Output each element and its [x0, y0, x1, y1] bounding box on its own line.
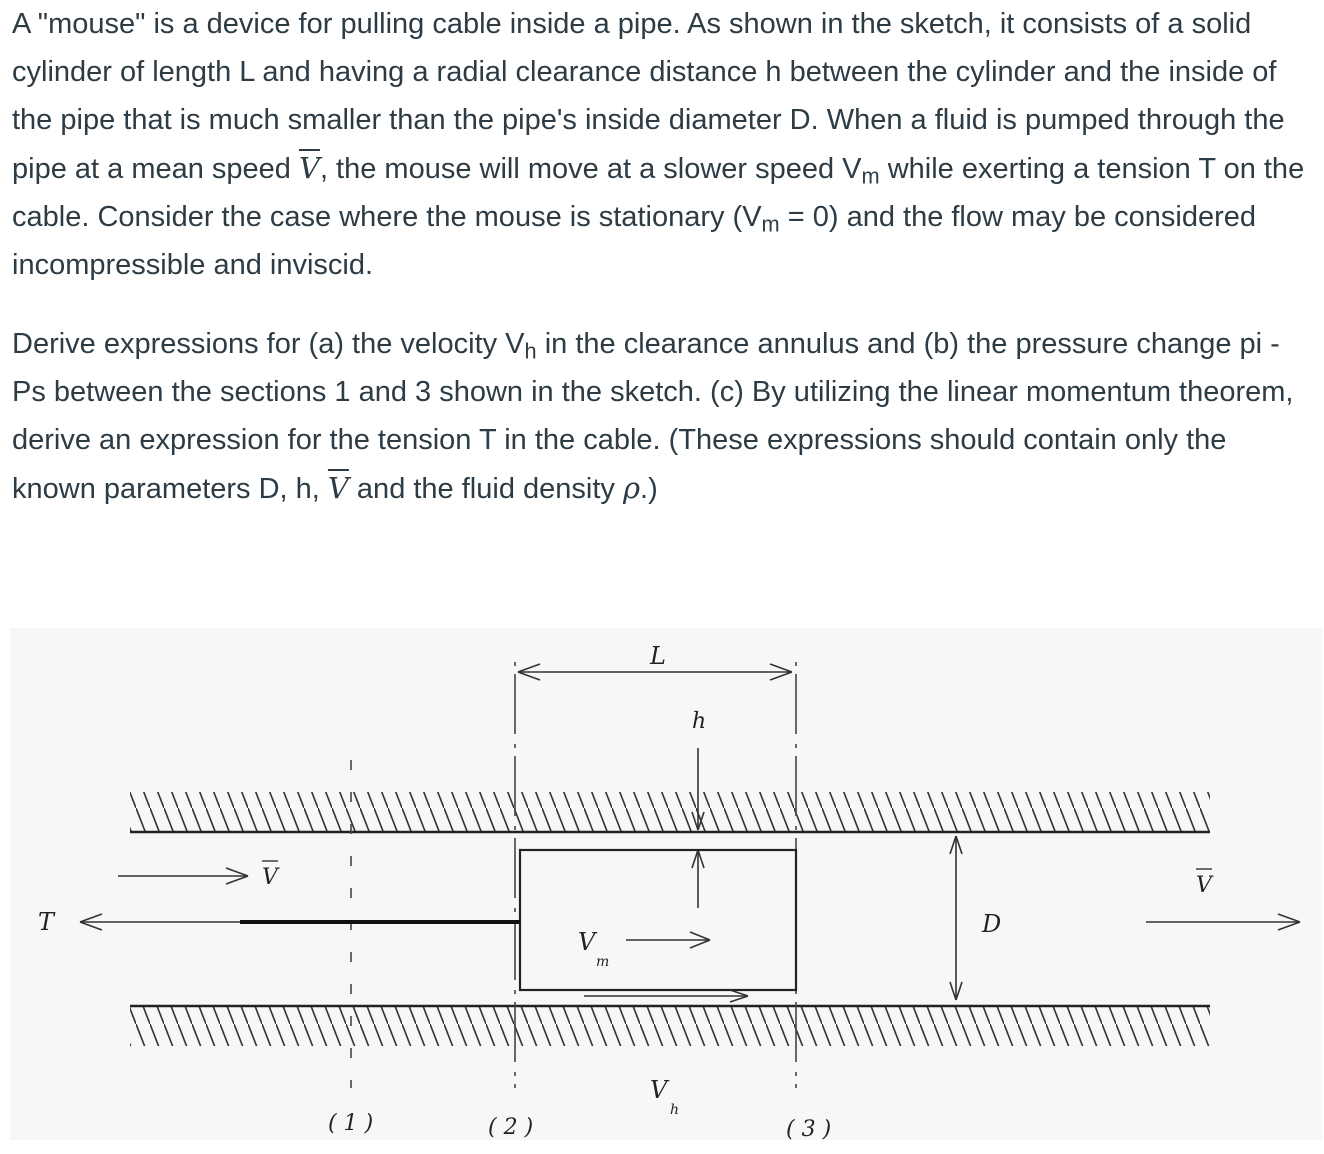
problem-text: .) [640, 473, 658, 505]
mouse-pipe-sketch [10, 628, 1322, 1140]
problem-paragraph-1 [12, 0, 1318, 289]
section-label-1: ( 1 ) [328, 1111, 374, 1136]
subscript-h: h [524, 338, 537, 364]
problem-text: in the clearance annulus and (b) the pressure change pi - Ps between the sections 1 and 3 shown in the sketch. (c) By utilizing the linear momentum theorem, derive an expression for the tension T in the cable. (These expressions should contain only the known parameters D, h, [12, 328, 1294, 505]
problem-paragraph-2 [12, 320, 1318, 513]
section-label-3: ( 3 ) [786, 1117, 832, 1140]
subscript-m: m [861, 163, 880, 189]
section-label-2: ( 2 ) [488, 1115, 534, 1140]
density-symbol: ρ [622, 471, 641, 505]
subscript-m: m [761, 211, 780, 237]
problem-text: = 0) and the flow may be considered incompressible and inviscid. [12, 201, 1257, 281]
pipe-bottom-wall [130, 1006, 1210, 1046]
mean-speed-symbol: $\overline{V}$ [298, 151, 320, 185]
label-mean-velocity-left: V [262, 865, 278, 890]
problem-text: while exerting a tension T on the cable. Consider the case where the mouse is stationary (V [12, 153, 1305, 233]
label-D: D [982, 910, 1002, 938]
label-h: h [692, 709, 707, 734]
label-vm: V [578, 928, 596, 956]
label-mean-velocity-right: V [1196, 873, 1212, 898]
figure-background [10, 628, 1322, 1140]
problem-text: A "mouse" is a device for pulling cable inside a pipe. As shown in the sketch, it consists of a solid cylinder of length L and having a radial clearance distance h between the cylinder and the inside of the pipe that is much smaller than the pipe's inside diameter D. When a fluid is pumped through the pipe at a mean speed [12, 8, 1285, 185]
problem-text: and the fluid density [348, 473, 623, 505]
label-vh: V [650, 1076, 668, 1104]
label-vh-subscript: h [670, 1102, 680, 1118]
mean-speed-symbol: $\overline{V}$ [327, 471, 349, 505]
label-L: L [650, 642, 666, 670]
label-T: T [38, 908, 55, 936]
label-vm-subscript: m [596, 954, 610, 970]
problem-text: , the mouse will move at a slower speed V [319, 153, 862, 185]
pipe-top-wall [130, 792, 1210, 832]
problem-text: Derive expressions for (a) the velocity V [12, 328, 525, 360]
